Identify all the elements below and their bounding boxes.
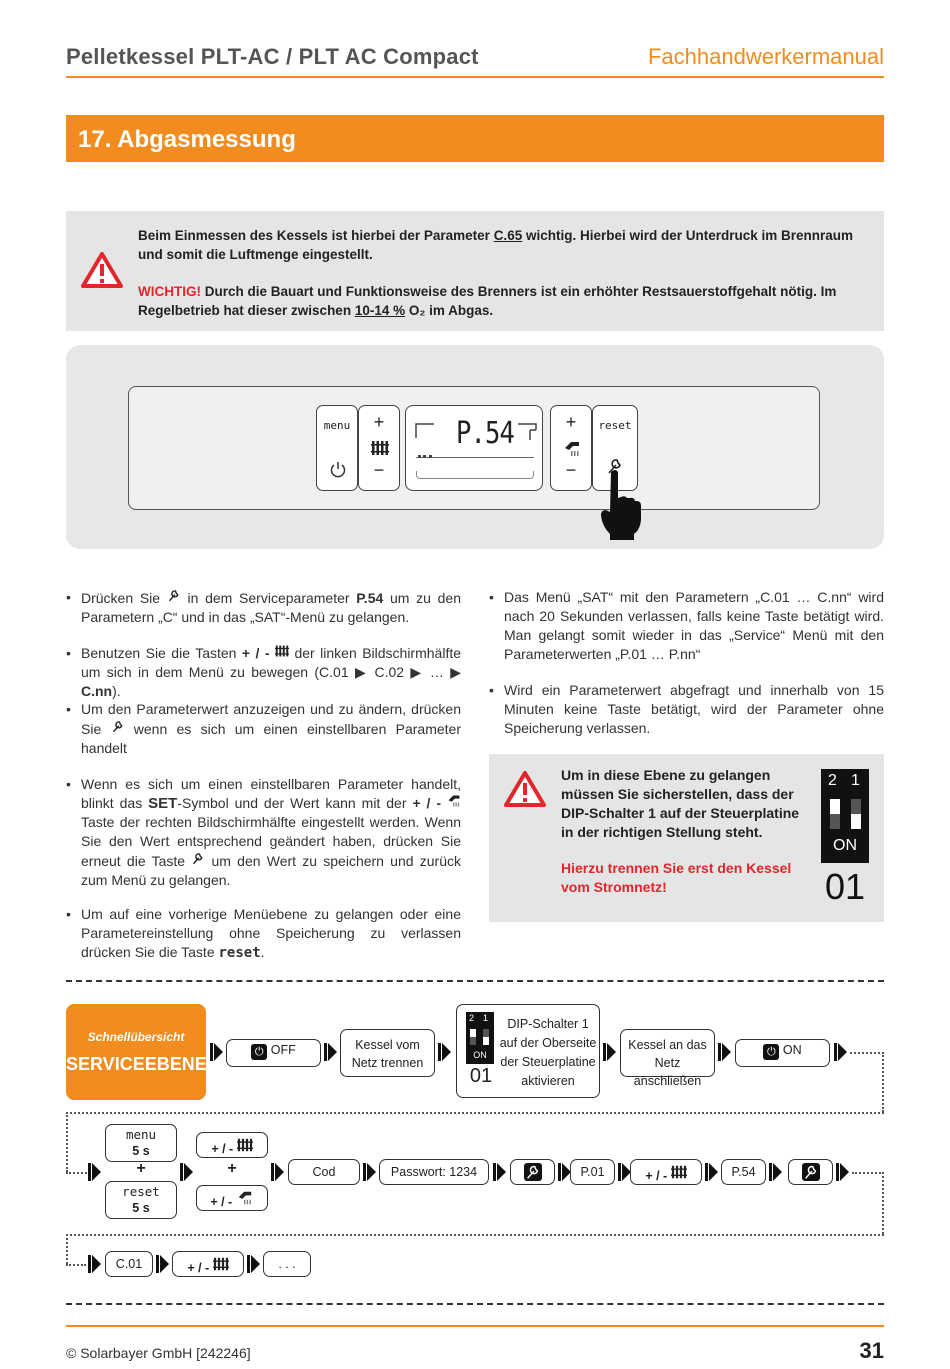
p54-step: P.54: [721, 1159, 766, 1185]
separator: [66, 980, 884, 982]
connect-step: Kessel an das Netz anschließen: [620, 1029, 715, 1077]
radiator-icon: [671, 1164, 687, 1180]
dip-step: 2 1 ON 01 DIP-Schalter 1 auf der Oberseite der Steuerplatine aktivieren: [456, 1004, 600, 1098]
dip-switch-note: [489, 754, 884, 922]
separator: [66, 1303, 884, 1305]
reset-5s-step: reset 5 s: [105, 1181, 177, 1219]
pm-radiator-step-3: + / -: [172, 1251, 244, 1277]
wrench-icon: [524, 1163, 542, 1181]
page-number: 31: [859, 1338, 884, 1363]
radiator-icon: [237, 1137, 253, 1153]
wrench-step-2: [788, 1159, 833, 1185]
dip-warning: Hierzu trennen Sie erst den Kessel vom Stromnetz!: [561, 860, 792, 895]
arrow-icon: [607, 1043, 616, 1061]
list-item: • Um den Parameterwert anzuzeigen und zu ändern, drücken Sie wenn es sich um einen einstellbaren Parameter handelt: [66, 700, 461, 758]
menu-5s-step: menu 5 s: [105, 1124, 177, 1162]
display-value: P.54: [456, 416, 515, 451]
pm-radiator-step: + / -: [196, 1132, 268, 1158]
wrench-icon: [191, 851, 205, 866]
manual-type: Fachhandwerkermanual: [647, 44, 884, 69]
ellipsis-step: . . .: [263, 1251, 311, 1277]
dip-switch-graphic: 2 1 ON: [466, 1012, 494, 1064]
wrench-icon: [802, 1163, 820, 1181]
arrow-icon: [722, 1043, 731, 1061]
radiator-icon: [213, 1256, 229, 1272]
menu-button[interactable]: [316, 405, 358, 491]
p01-step: P.01: [570, 1159, 615, 1185]
bracket-left-icon: [414, 420, 436, 440]
lcd-display: [405, 405, 543, 491]
power-icon: ⏻: [763, 1044, 779, 1060]
arrow-icon: [92, 1163, 101, 1181]
radiator-icon: [275, 644, 289, 658]
note-paragraph-2: WICHTIG! Durch die Bauart und Funktionsweise des Brenners ist ein erhöhter Restsauerstoffgehalt nötig. Im Regelbetrieb hat dieser zwischen 10-14 % O₂ im Abgas.: [138, 284, 837, 318]
warning-icon: [80, 251, 124, 289]
note-paragraph-1: Beim Einmessen des Kessels ist hierbei der Parameter C.65 wichtig. Hierbei wird der Unterdruck im Brennraum und somit die Luftmenge eingestellt.: [138, 228, 854, 262]
important-note: [66, 211, 884, 331]
menu-label: menu: [323, 419, 351, 432]
dip-code: 01: [824, 866, 866, 907]
list-item: • Wird ein Parameterwert abgefragt und innerhalb von 15 Minuten keine Taste betätigt, wird der Parameter ohne Speicherung verlassen.: [489, 681, 884, 738]
c01-step: C.01: [105, 1251, 153, 1277]
list-item: • Um auf eine vorherige Menüebene zu gelangen oder eine Parametereinstellung ohne Speicherung zu verlassen drücken Sie die Taste reset.: [66, 905, 461, 963]
hot-water-icon: [236, 1190, 254, 1206]
cod-step: Cod: [288, 1159, 360, 1185]
radiator-icon: [371, 439, 389, 457]
power-icon: [329, 460, 347, 478]
on-step: ⏻ ON: [735, 1039, 830, 1067]
document-title: Pelletkessel PLT-AC / PLT AC Compact: [66, 44, 479, 69]
arrow-icon: [275, 1163, 284, 1181]
arrow-icon: [160, 1255, 169, 1273]
arrow-icon: [838, 1043, 847, 1061]
list-item: • Benutzen Sie die Tasten + / - der linken Bildschirmhälfte um sich in dem Menü zu bewegen (C.01 ▶ C.02 ▶ … ▶ C.nn).: [66, 644, 461, 701]
arrow-icon: [497, 1163, 506, 1181]
arrow-icon: [442, 1043, 451, 1061]
copyright: © Solarbayer GmbH [242246]: [66, 1345, 251, 1361]
password-step: Passwort: 1234: [379, 1159, 489, 1185]
hand-pointer-icon: [598, 468, 642, 540]
hot-water-icon: [563, 440, 581, 458]
arrow-icon: [773, 1163, 782, 1181]
reset-label: reset: [598, 419, 632, 432]
arrow-icon: [184, 1163, 193, 1181]
right-plus-minus-button[interactable]: + −: [550, 405, 592, 491]
arrow-icon: [92, 1255, 101, 1273]
disconnect-step: Kessel vom Netz trennen: [340, 1029, 435, 1077]
dip-instruction: Um in diese Ebene zu gelangen müssen Sie sicherstellen, dass der DIP-Schalter 1 auf der Steuerplatine in der richtigen Stellung steht.: [561, 767, 800, 840]
list-item: • Drücken Sie in dem Serviceparameter P.54 um zu den Parametern „C“ und in das „SAT“-Menü zu gelangen.: [66, 588, 461, 627]
wrench-step: [510, 1159, 555, 1185]
bracket-right-icon: [516, 420, 540, 442]
section-title: 17. Abgasmessung: [66, 115, 884, 162]
arrow-icon: [840, 1163, 849, 1181]
arrow-icon: [367, 1163, 376, 1181]
arrow-icon: [251, 1255, 260, 1273]
left-plus-minus-button[interactable]: + −: [358, 405, 400, 491]
warning-icon: [503, 770, 547, 808]
arrow-icon: [709, 1163, 718, 1181]
power-icon: ⏻: [251, 1044, 267, 1060]
arrow-icon: [328, 1043, 337, 1061]
pm-hotwater-step: + / -: [196, 1185, 268, 1211]
dip-switch-graphic: 2 1 ON: [821, 769, 869, 863]
quick-overview-badge: Schnellübersicht SERVICEEBENE: [66, 1004, 206, 1100]
footer-divider: [66, 1325, 884, 1327]
list-item: • Das Menü „SAT“ mit den Parametern „C.01 … C.nn“ wird nach 20 Sekunden verlassen, falls keine Taste betätigt wird. Man gelangt somit wieder in das „Service“ Menü mit den Parameterwerten „P.01 … P.nn“: [489, 588, 884, 664]
pm-radiator-step-2: + / -: [630, 1159, 702, 1185]
wrench-icon: [111, 719, 125, 734]
off-step: ⏻ OFF: [226, 1039, 321, 1067]
header-divider: [66, 76, 884, 78]
wrench-icon: [167, 588, 181, 603]
arrow-icon: [214, 1043, 223, 1061]
hot-water-icon: [447, 794, 461, 808]
list-item: • Wenn es sich um einen einstellbaren Parameter handelt, blinkt das SET-Symbol und der Wert kann mit der + / - Taste der rechten Bildschirmhälfte eingestellt werden. Wenn Sie den Wert entsprechend geändert haben, drücken Sie erneut die Taste um den Wert zu speichern und zurück zum Menü zu gelangen.: [66, 775, 461, 890]
